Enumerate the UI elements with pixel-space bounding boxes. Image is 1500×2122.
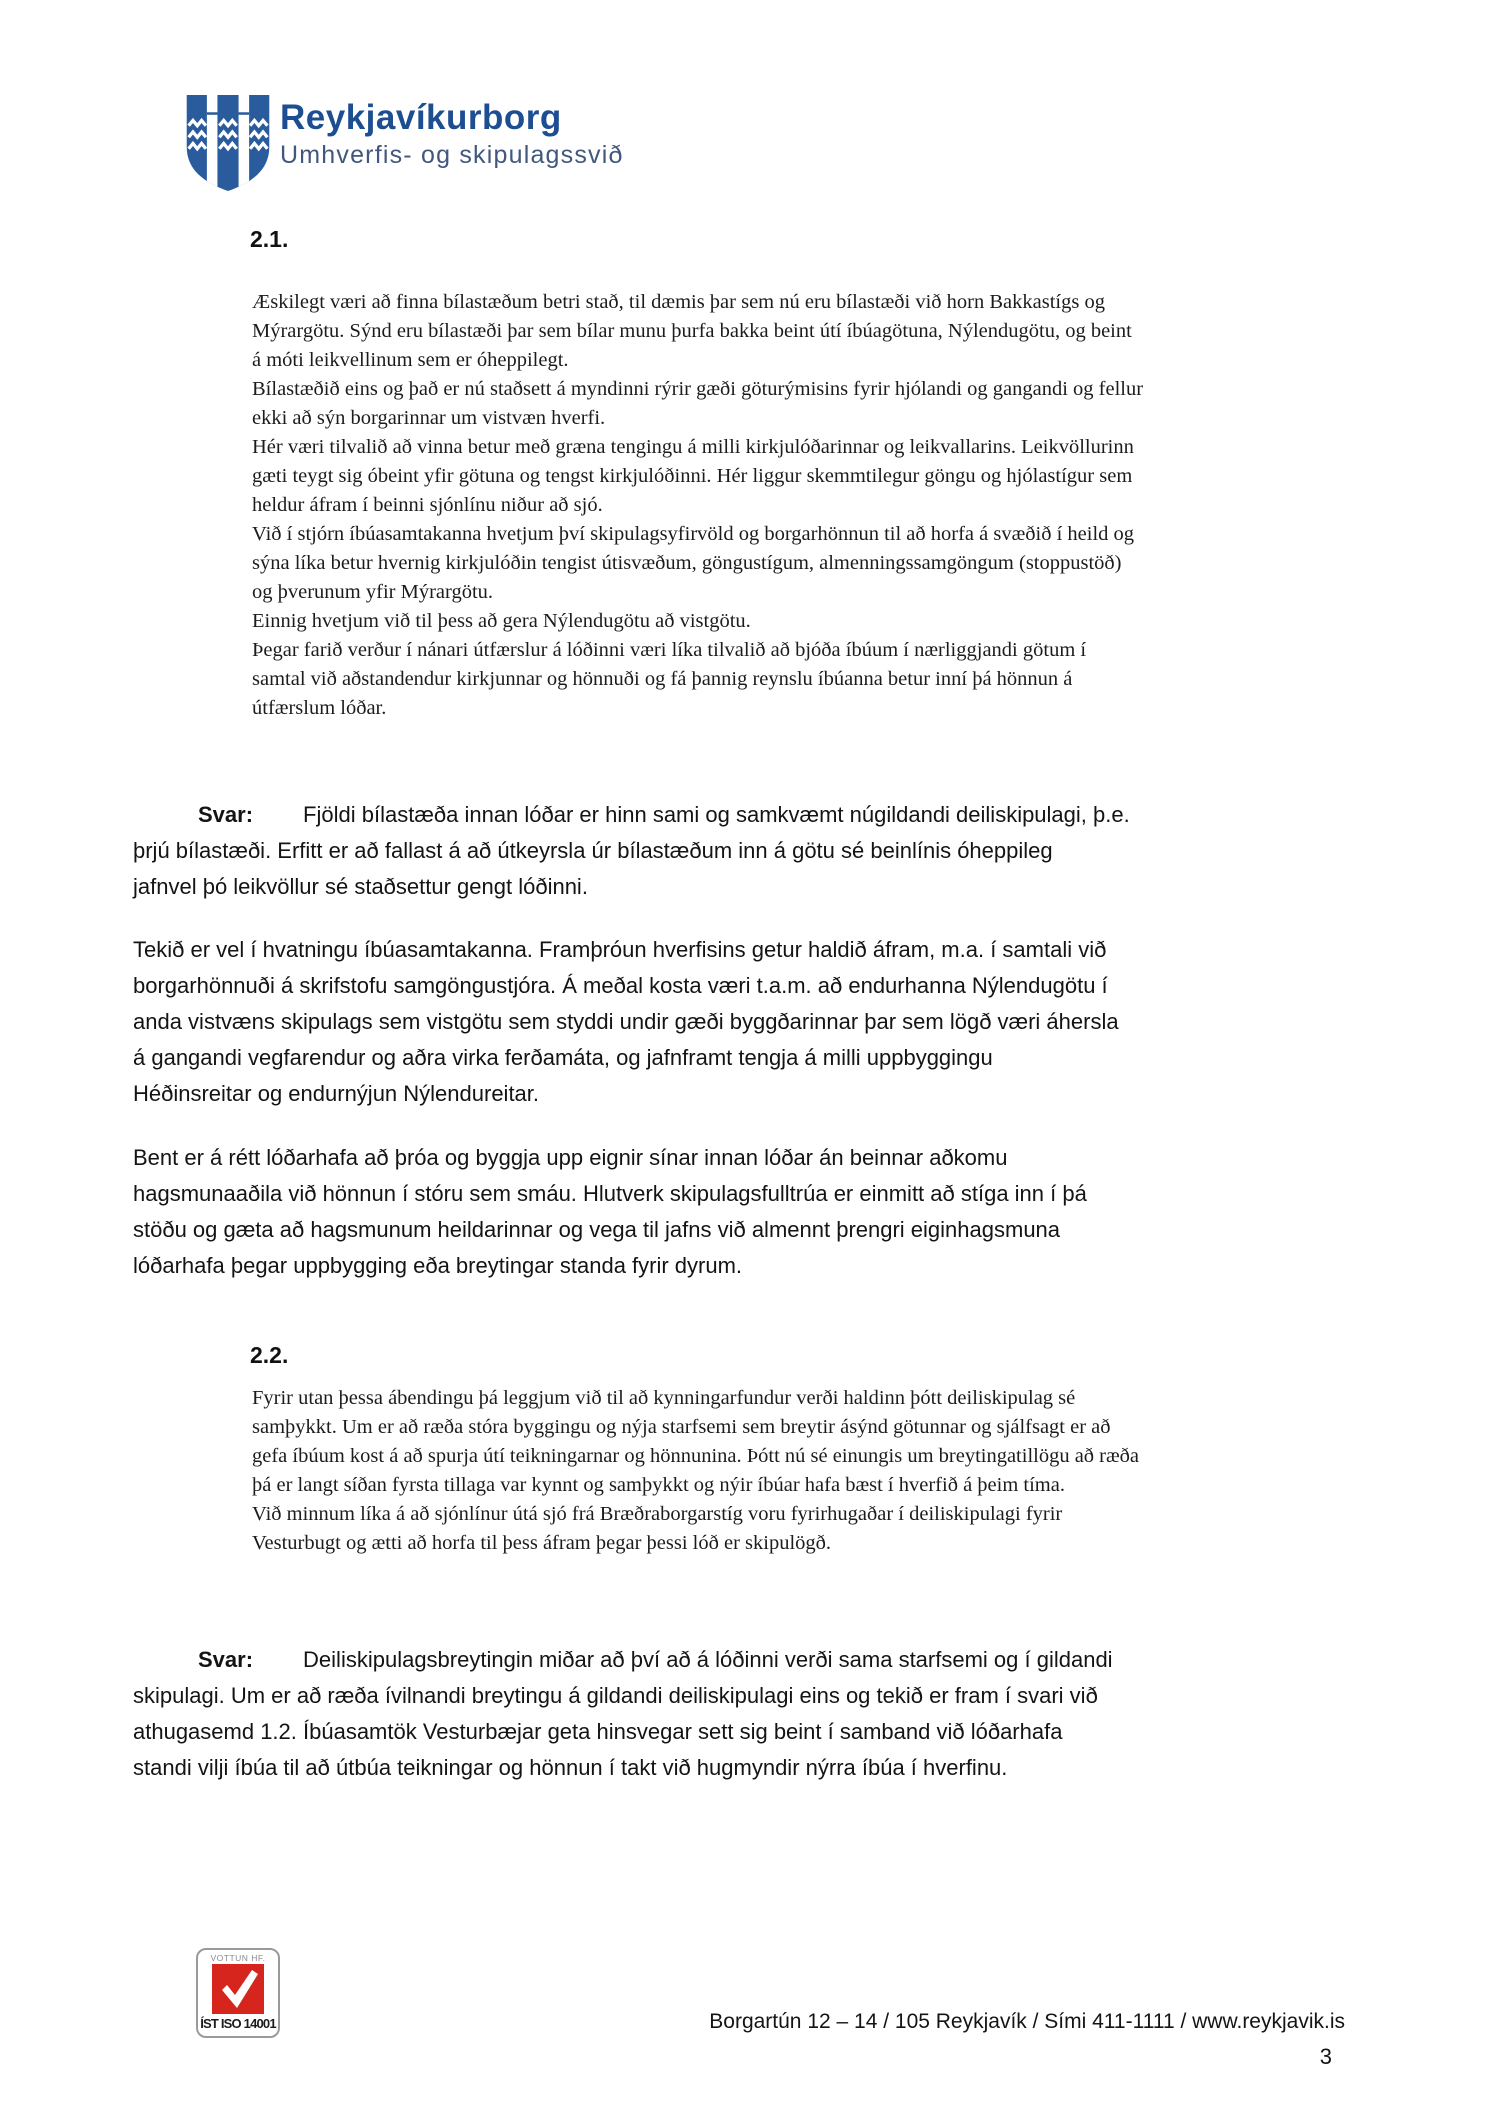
text-line: Fyrir utan þessa ábendingu þá leggjum við til að kynningarfundur verði haldinn þótt deiliskipulag sé xyxy=(252,1387,1076,1409)
text-line: Bent er á rétt lóðarhafa að þróa og byggja upp eignir sínar innan lóðar án beinnar aðkomu xyxy=(133,1145,1008,1170)
text-line: Héðinsreitar og endurnýjun Nýlendureitar. xyxy=(133,1081,540,1106)
body-paragraph-2 xyxy=(133,1140,1087,1284)
answer-first-line xyxy=(133,1642,1113,1678)
text-line: heldur áfram í beinni sjónlínu niður að sjó. xyxy=(252,494,603,516)
text-line: athugasemd 1.2. Íbúasamtök Vesturbæjar geta hinsvegar sett sig beint í samband við lóðarhafa xyxy=(133,1719,1063,1744)
text-line: skipulagi. Um er að ræða ívilnandi breytingu á gildandi deiliskipulagi eins og tekið er fram í svari við xyxy=(133,1683,1098,1708)
coat-of-arms-icon xyxy=(180,93,276,193)
page-number: 3 xyxy=(1319,2044,1332,2069)
answer-paragraph-2-2 xyxy=(133,1642,1113,1786)
text-line: lóðarhafa þegar uppbygging eða breytingar standa fyrir dyrum. xyxy=(133,1253,743,1278)
text-line: á móti leikvellinum sem er óheppilegt. xyxy=(252,349,569,371)
text-line: Mýrargötu. Sýnd eru bílastæði þar sem bílar munu þurfa bakka beint útí íbúagötuna, Nýlendugötu, og beint xyxy=(252,320,1132,342)
text-line: Við minnum líka á að sjónlínur útá sjó frá Bræðraborgarstíg voru fyrirhugaðar í deiliskipulagi fyrir xyxy=(252,1503,1063,1525)
text-line: samtal við aðstandendur kirkjunnar og hönnuði og fá þannig reynslu íbúanna betur inní þá hönnun á xyxy=(252,668,1073,690)
text-line: Hér væri tilvalið að vinna betur með græna tengingu á milli kirkjulóðarinnar og leikvallarins. Leikvöllurinn xyxy=(252,436,1134,458)
text-line: stöðu og gæta að hagsmunum heildarinnar og vega til jafns við almennt þrengri eiginhagsmuna xyxy=(133,1217,1061,1242)
text-line: útfærslum lóðar. xyxy=(252,697,387,719)
text-line: á gangandi vegfarendur og aðra virka ferðamáta, og jafnframt tengja á milli uppbyggingu xyxy=(133,1045,993,1070)
text-line: Æskilegt væri að finna bílastæðum betri stað, til dæmis þar sem nú eru bílastæði við horn Bakkastígs og xyxy=(252,291,1105,313)
text-line: þrjú bílastæði. Erfitt er að fallast á að útkeyrsla úr bílastæðum inn á götu sé beinlínis óheppileg xyxy=(133,838,1053,863)
answer-first-line xyxy=(133,797,1130,833)
text-line: Við í stjórn íbúasamtakanna hvetjum því skipulagsyfirvöld og borgarhönnun til að horfa á svæðið í heild og xyxy=(252,523,1135,545)
answer-paragraph-2-1 xyxy=(133,797,1130,905)
text-line: standi vilji íbúa til að útbúa teikningar og hönnun í takt við hugmyndir nýrra íbúa í hverfinu. xyxy=(133,1755,1008,1780)
body-paragraph-1 xyxy=(133,932,1119,1112)
citizen-comment-2-1 xyxy=(252,288,1143,723)
text-line: samþykkt. Um er að ræða stóra byggingu og nýja starfsemi sem breytir ásýnd götunnar og sjálfsagt er að xyxy=(252,1416,1111,1438)
checkmark-icon xyxy=(212,1964,264,2014)
text-line: ekki að sýn borgarinnar um vistvæn hverfi. xyxy=(252,407,606,429)
answer-label: Svar: xyxy=(198,802,254,827)
text-line: Þegar farið verður í nánari útfærslur á lóðinni væri líka tilvalið að bjóða íbúum í nærliggjandi götum í xyxy=(252,639,1087,661)
section-heading-2-1: 2.1. xyxy=(250,226,289,252)
iso-badge-standard: ÍST ISO 14001 xyxy=(200,2016,276,2031)
org-name: Reykjavíkurborg xyxy=(280,98,562,137)
answer-text: Deiliskipulagsbreytingin miðar að því að á lóðinni verði sama starfsemi og í gildandi xyxy=(303,1647,1113,1672)
text-line: þá er langt síðan fyrsta tillaga var kynnt og samþykkt og nýir íbúar hafa bæst í hverfið á þeim tíma. xyxy=(252,1474,1065,1496)
citizen-comment-2-2 xyxy=(252,1384,1139,1558)
text-line: gefa íbúum kost á að spurja útí teikningarnar og hönnunina. Þótt nú sé einungis um breytingatillögu að ræða xyxy=(252,1445,1140,1467)
section-heading-2-2: 2.2. xyxy=(250,1342,289,1368)
text-line: borgarhönnuði á skrifstofu samgöngustjóra. Á meðal kosta væri t.a.m. að endurhanna Nýlendugötu í xyxy=(133,973,1108,998)
text-line: Bílastæðið eins og það er nú staðsett á myndinni rýrir gæði göturýmisins fyrir hjólandi og gangandi og fellur xyxy=(252,378,1144,400)
text-line: jafnvel þó leikvöllur sé staðsettur gengt lóðinni. xyxy=(133,874,588,899)
text-line: Einnig hvetjum við til þess að gera Nýlendugötu að vistgötu. xyxy=(252,610,751,632)
text-line: anda vistvæns skipulags sem vistgötu sem styddi undir gæði byggðarinnar þar sem lögð væri áhersla xyxy=(133,1009,1119,1034)
text-line: Vesturbugt og ætti að horfa til þess áfram þegar þessi lóð er skipulögð. xyxy=(252,1532,832,1554)
iso-badge-issuer: VOTTUN HF. xyxy=(210,1953,266,1963)
text-line: sýna líka betur hvernig kirkjulóðin tengist útisvæðum, göngustígum, almenningssamgöngum (stoppustöð) xyxy=(252,552,1122,574)
answer-text: Fjöldi bílastæða innan lóðar er hinn sami og samkvæmt núgildandi deiliskipulagi, þ.e. xyxy=(303,802,1130,827)
answer-continuation xyxy=(133,1678,1113,1786)
iso-badge-mark xyxy=(212,1964,264,2014)
text-line: gæti teygt sig óbeint yfir götuna og tengst kirkjulóðinni. Hér liggur skemmtilegur göngu og hjólastígur sem xyxy=(252,465,1133,487)
answer-continuation xyxy=(133,833,1130,905)
text-line: hagsmunaaðila við hönnun í stóru sem smáu. Hlutverk skipulagsfulltrúa er einmitt að stíga inn í þá xyxy=(133,1181,1087,1206)
org-department: Umhverfis- og skipulagssvið xyxy=(280,141,624,169)
answer-label: Svar: xyxy=(198,1647,254,1672)
text-line: og þverunum yfir Mýrargötu. xyxy=(252,581,494,603)
text-line: Tekið er vel í hvatningu íbúasamtakanna. Framþróun hverfisins getur haldið áfram, m.a. í samtali við xyxy=(133,937,1107,962)
footer-address: Borgartún 12 – 14 / 105 Reykjavík / Sími 411-1111 / www.reykjavik.is xyxy=(709,2010,1345,2033)
